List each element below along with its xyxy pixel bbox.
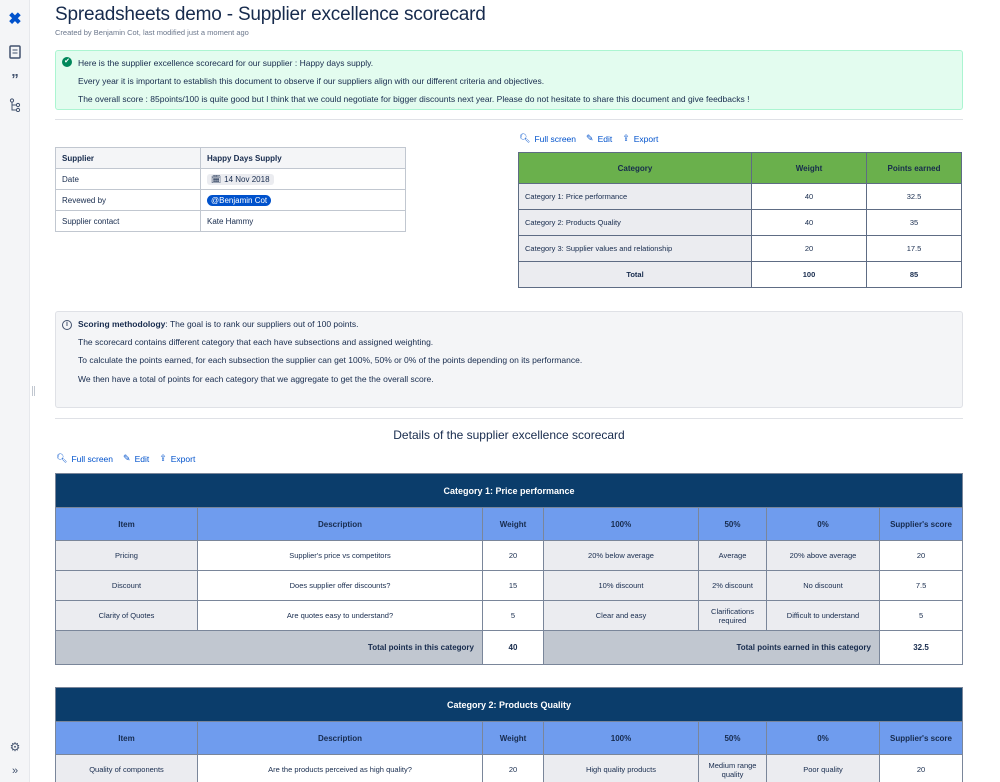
table-cell: Does supplier offer discounts?	[198, 571, 483, 601]
table-cell: Pricing	[56, 541, 198, 571]
column-header: 100%	[544, 508, 699, 541]
column-header: 100%	[544, 722, 699, 755]
table-cell: 20% above average	[767, 541, 880, 571]
table-cell: 20	[880, 755, 963, 782]
earned-label: Total points earned in this category	[544, 631, 880, 665]
column-header: Item	[56, 722, 198, 755]
table-row	[56, 541, 963, 571]
table-cell: 20	[880, 541, 963, 571]
table-cell: Average	[699, 541, 767, 571]
pencil-icon: ✎	[123, 453, 131, 463]
pages-icon[interactable]	[6, 43, 24, 61]
confluence-logo-icon[interactable]: ✖	[8, 11, 22, 28]
check-circle-icon: ✔	[62, 57, 72, 67]
methodology-line: We then have a total of points for each category that we aggregate to get the the overall score.	[78, 374, 434, 384]
edit-button[interactable]	[123, 453, 149, 464]
table-cell: Discount	[56, 571, 198, 601]
table-cell: 10% discount	[544, 571, 699, 601]
date-lozenge[interactable]	[207, 174, 274, 185]
column-header: Supplier's score	[880, 508, 963, 541]
page-byline: Created by Benjamin Cot, last modified just a moment ago	[55, 28, 249, 37]
methodology-panel	[55, 311, 963, 408]
table-cell: Category 2: Products Quality	[519, 210, 752, 236]
divider	[55, 119, 963, 120]
edit-label: Edit	[134, 453, 150, 464]
column-header: Weight	[483, 508, 544, 541]
table-cell: Are quotes easy to understand?	[198, 601, 483, 631]
table-cell	[201, 190, 406, 211]
search-icon: 🔍︎	[56, 453, 68, 463]
category-title: Category 1: Price performance	[56, 474, 963, 508]
intro-line: Here is the supplier excellence scorecard for our supplier : Happy days supply.	[78, 58, 374, 68]
table-cell: Happy Days Supply	[201, 148, 406, 169]
column-header: 0%	[767, 508, 880, 541]
table-cell: Clarifications required	[699, 601, 767, 631]
intro-line: The overall score : 85points/100 is quite good but I think that we could negotiate for bigger discounts next year. Please do not hesitate to share this document and give feedbacks !	[78, 94, 750, 104]
table-row	[56, 601, 963, 631]
category-1-detail-table	[55, 473, 963, 665]
expand-icon[interactable]: »	[11, 765, 19, 777]
date-value: 14 Nov 2018	[224, 174, 270, 184]
table-cell: 17.5	[867, 236, 962, 262]
table-header-row	[519, 153, 962, 184]
category-2-detail-table	[55, 687, 963, 782]
table-cell: 32.5	[867, 184, 962, 210]
settings-icon[interactable]: ⚙	[9, 740, 21, 754]
column-header: Category	[519, 153, 752, 184]
total-row	[519, 262, 962, 288]
methodology-line	[78, 319, 358, 329]
table-cell	[201, 169, 406, 190]
details-heading: Details of the supplier excellence scorecard	[393, 428, 625, 442]
table-row	[56, 148, 406, 169]
total-value: 40	[483, 631, 544, 665]
table-cell: Difficult to understand	[767, 601, 880, 631]
sidebar-resize-handle[interactable]	[32, 386, 35, 396]
table-cell: 40	[752, 210, 867, 236]
column-header: 50%	[699, 508, 767, 541]
search-icon: 🔍︎	[519, 133, 531, 143]
export-icon: ⇪	[159, 453, 167, 463]
quote-icon[interactable]: ”	[11, 70, 19, 88]
divider	[55, 418, 963, 419]
table-cell: Category 1: Price performance	[519, 184, 752, 210]
column-header: Points earned	[867, 153, 962, 184]
table-cell: Revewed by	[56, 190, 201, 211]
table-cell: Date	[56, 169, 201, 190]
table-cell: High quality products	[544, 755, 699, 782]
table-row	[56, 190, 406, 211]
column-header: 50%	[699, 722, 767, 755]
intro-line: Every year it is important to establish this document to observe if our suppliers align with our different criteria and objectives.	[78, 76, 545, 86]
page-title: Spreadsheets demo - Supplier excellence scorecard	[55, 4, 486, 25]
table-cell: 20% below average	[544, 541, 699, 571]
column-header: Weight	[752, 153, 867, 184]
spreadsheet-toolbar	[56, 453, 195, 464]
table-cell: 100	[752, 262, 867, 288]
table-cell: Supplier's price vs competitors	[198, 541, 483, 571]
table-cell: Clear and easy	[544, 601, 699, 631]
table-row	[56, 755, 963, 782]
table-cell: Are the products perceived as high quality?	[198, 755, 483, 782]
export-label: Export	[170, 453, 196, 464]
export-label: Export	[633, 133, 659, 144]
fullscreen-button[interactable]	[519, 133, 576, 144]
table-cell: Supplier	[56, 148, 201, 169]
calendar-icon: 🗓︎	[211, 174, 222, 184]
table-row	[56, 169, 406, 190]
methodology-line: The scorecard contains different category that each have subsections and assigned weighting.	[78, 337, 434, 347]
total-row	[56, 631, 963, 665]
table-cell: Supplier contact	[56, 211, 201, 232]
table-cell: 40	[752, 184, 867, 210]
intro-panel	[55, 50, 963, 110]
table-cell: 7.5	[880, 571, 963, 601]
table-cell: 15	[483, 571, 544, 601]
fullscreen-button[interactable]	[56, 453, 113, 464]
edit-label: Edit	[597, 133, 613, 144]
methodology-label: Scoring methodology	[78, 319, 166, 329]
export-button[interactable]	[159, 453, 195, 464]
column-header: Supplier's score	[880, 722, 963, 755]
column-header: Weight	[483, 722, 544, 755]
left-sidebar	[0, 0, 30, 782]
table-cell: 20	[483, 541, 544, 571]
table-row	[519, 236, 962, 262]
category-title-row	[56, 474, 963, 508]
pencil-icon: ✎	[586, 133, 594, 143]
column-header: Item	[56, 508, 198, 541]
table-cell: Category 3: Supplier values and relationship	[519, 236, 752, 262]
fullscreen-label: Full screen	[534, 133, 577, 144]
table-cell: Medium range quality	[699, 755, 767, 782]
earned-value: 32.5	[880, 631, 963, 665]
column-header: 0%	[767, 722, 880, 755]
column-header: Description	[198, 722, 483, 755]
supplier-info-table	[55, 147, 406, 232]
table-cell: 5	[880, 601, 963, 631]
table-cell: Clarity of Quotes	[56, 601, 198, 631]
table-cell: Poor quality	[767, 755, 880, 782]
tree-icon[interactable]	[6, 96, 24, 114]
table-cell: 85	[867, 262, 962, 288]
fullscreen-label: Full screen	[71, 453, 114, 464]
export-button[interactable]	[622, 133, 658, 144]
edit-button[interactable]	[586, 133, 612, 144]
table-cell: 20	[483, 755, 544, 782]
column-header: Description	[198, 508, 483, 541]
table-header-row	[56, 722, 963, 755]
table-cell: Quality of components	[56, 755, 198, 782]
table-cell: 20	[752, 236, 867, 262]
table-cell: 35	[867, 210, 962, 236]
table-row	[56, 211, 406, 232]
user-mention[interactable]: @Benjamin Cot	[207, 195, 271, 206]
table-cell: 2% discount	[699, 571, 767, 601]
category-summary-table	[518, 152, 962, 288]
methodology-line: To calculate the points earned, for each subsection the supplier can get 100%, 50% or 0% of the points depending on its performance.	[78, 355, 583, 365]
category-title: Category 2: Products Quality	[56, 688, 963, 722]
table-cell: No discount	[767, 571, 880, 601]
spreadsheet-toolbar	[519, 133, 658, 144]
table-cell: Total	[519, 262, 752, 288]
table-row	[56, 571, 963, 601]
total-label: Total points in this category	[56, 631, 483, 665]
export-icon: ⇪	[622, 133, 630, 143]
category-title-row	[56, 688, 963, 722]
info-icon: i	[62, 320, 72, 330]
table-row	[519, 184, 962, 210]
table-cell: Kate Hammy	[201, 211, 406, 232]
methodology-text: : The goal is to rank our suppliers out of 100 points.	[165, 319, 359, 329]
table-cell: 5	[483, 601, 544, 631]
table-row	[519, 210, 962, 236]
table-header-row	[56, 508, 963, 541]
